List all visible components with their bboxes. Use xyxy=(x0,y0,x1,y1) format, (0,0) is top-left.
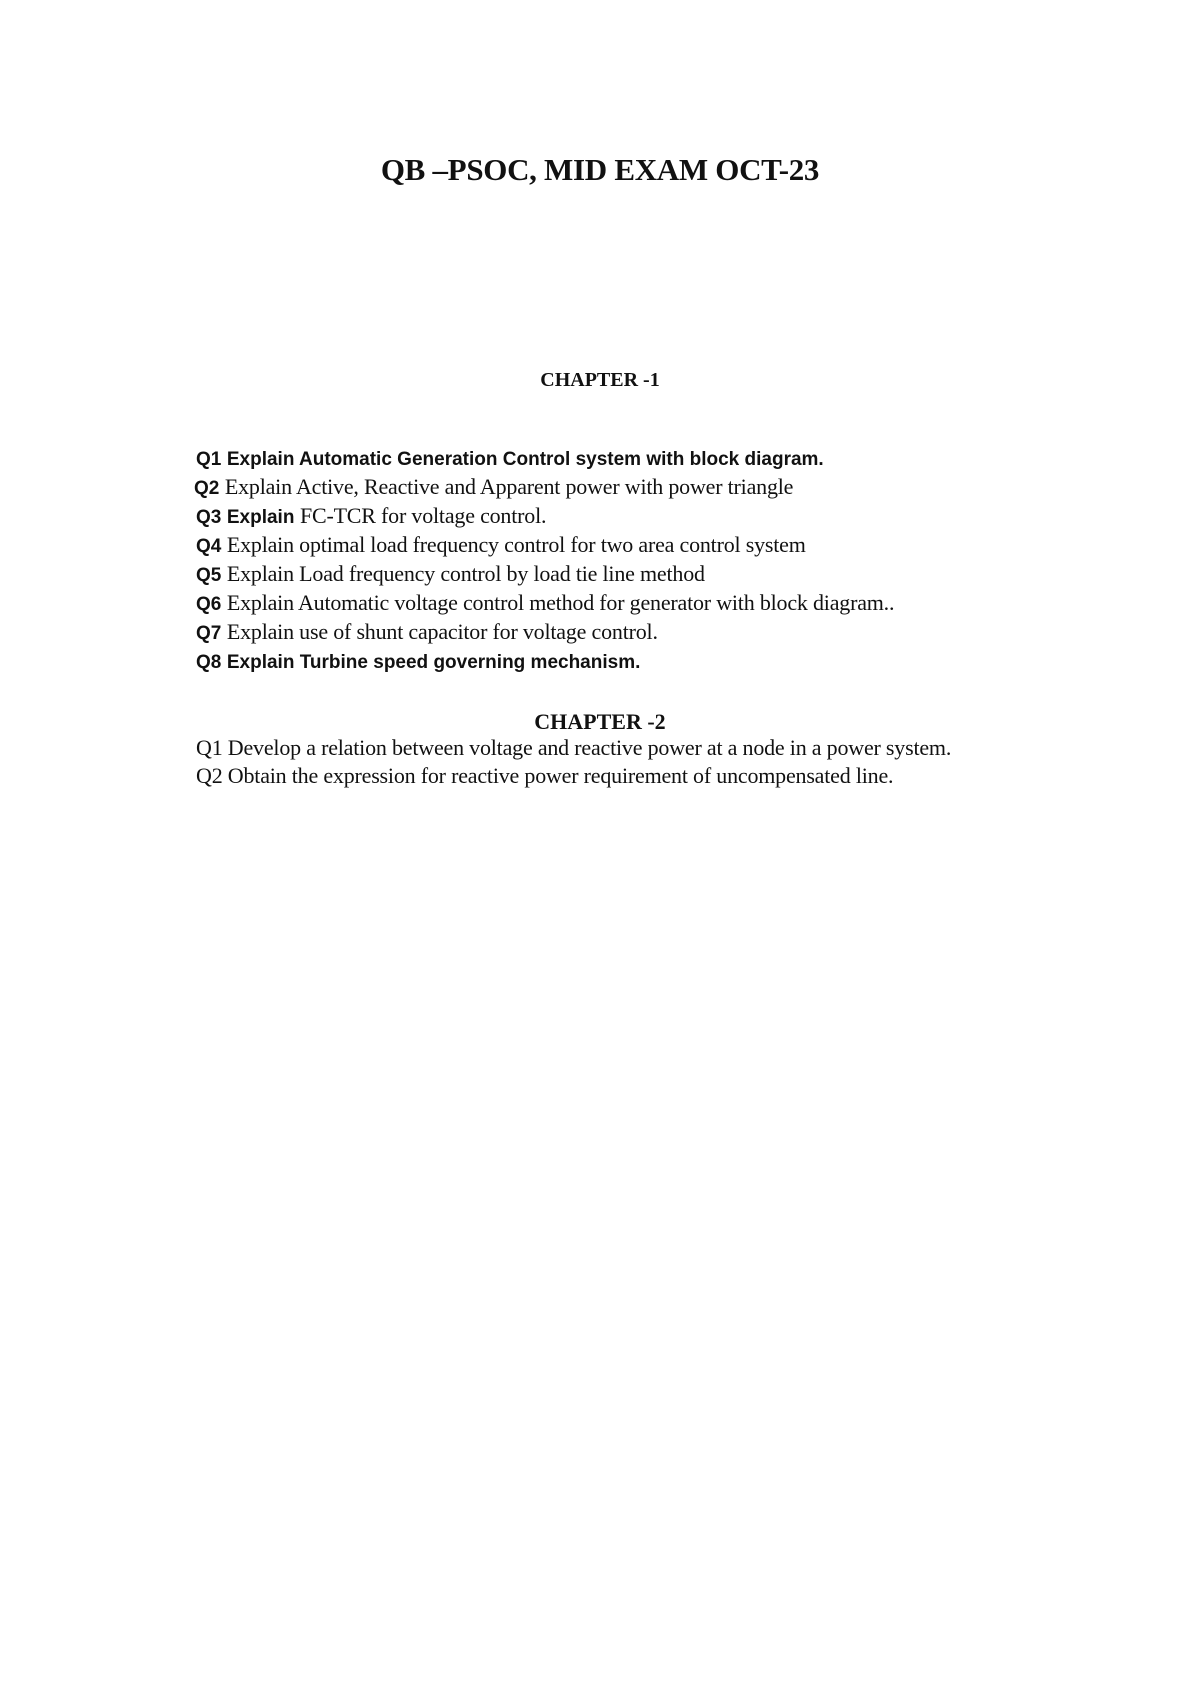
chapter-1-question-1 xyxy=(196,444,824,474)
chapter-1-question-2 xyxy=(194,473,793,503)
question-text: Explain Turbine speed governing mechanism. xyxy=(226,652,641,673)
chapter-1-question-8 xyxy=(196,647,640,677)
chapter-2-question-1: Q1 Develop a relation between voltage and reactive power at a node in a power system. xyxy=(196,735,952,760)
question-text: Explain Active, Reactive and Apparent power with power triangle xyxy=(224,474,794,499)
document-title: QB –PSOC, MID EXAM OCT-23 xyxy=(380,152,820,187)
question-number: Q6 xyxy=(196,594,222,615)
chapter-1-question-7 xyxy=(196,618,658,648)
chapter-1-heading: CHAPTER -1 xyxy=(540,369,660,391)
chapter-1-question-5 xyxy=(196,560,705,590)
question-text: Explain optimal load frequency control for two area control system xyxy=(226,532,806,557)
question-number: Q7 xyxy=(196,623,222,644)
question-text-bold: Explain xyxy=(226,507,295,528)
question-number: Q4 xyxy=(196,536,222,557)
question-number: Q5 xyxy=(196,565,222,586)
chapter-2-heading: CHAPTER -2 xyxy=(534,709,666,734)
question-number: Q1 xyxy=(196,449,222,470)
question-text: Explain Automatic voltage control method for generator with block diagram.. xyxy=(226,590,895,615)
question-text: Explain use of shunt capacitor for voltage control. xyxy=(226,619,658,644)
question-number: Q2 xyxy=(194,478,220,499)
question-number: Q3 xyxy=(196,507,222,528)
chapter-1-question-6 xyxy=(196,589,894,619)
chapter-2-question-2: Q2 Obtain the expression for reactive power requirement of uncompensated line. xyxy=(196,763,894,788)
question-number: Q8 xyxy=(196,652,222,673)
chapter-1-question-4 xyxy=(196,531,806,561)
question-text: Explain Automatic Generation Control system with block diagram. xyxy=(226,449,824,470)
question-text: Explain Load frequency control by load tie line method xyxy=(226,561,705,586)
question-text: FC-TCR for voltage control. xyxy=(299,503,547,528)
chapter-1-question-3 xyxy=(196,502,546,532)
